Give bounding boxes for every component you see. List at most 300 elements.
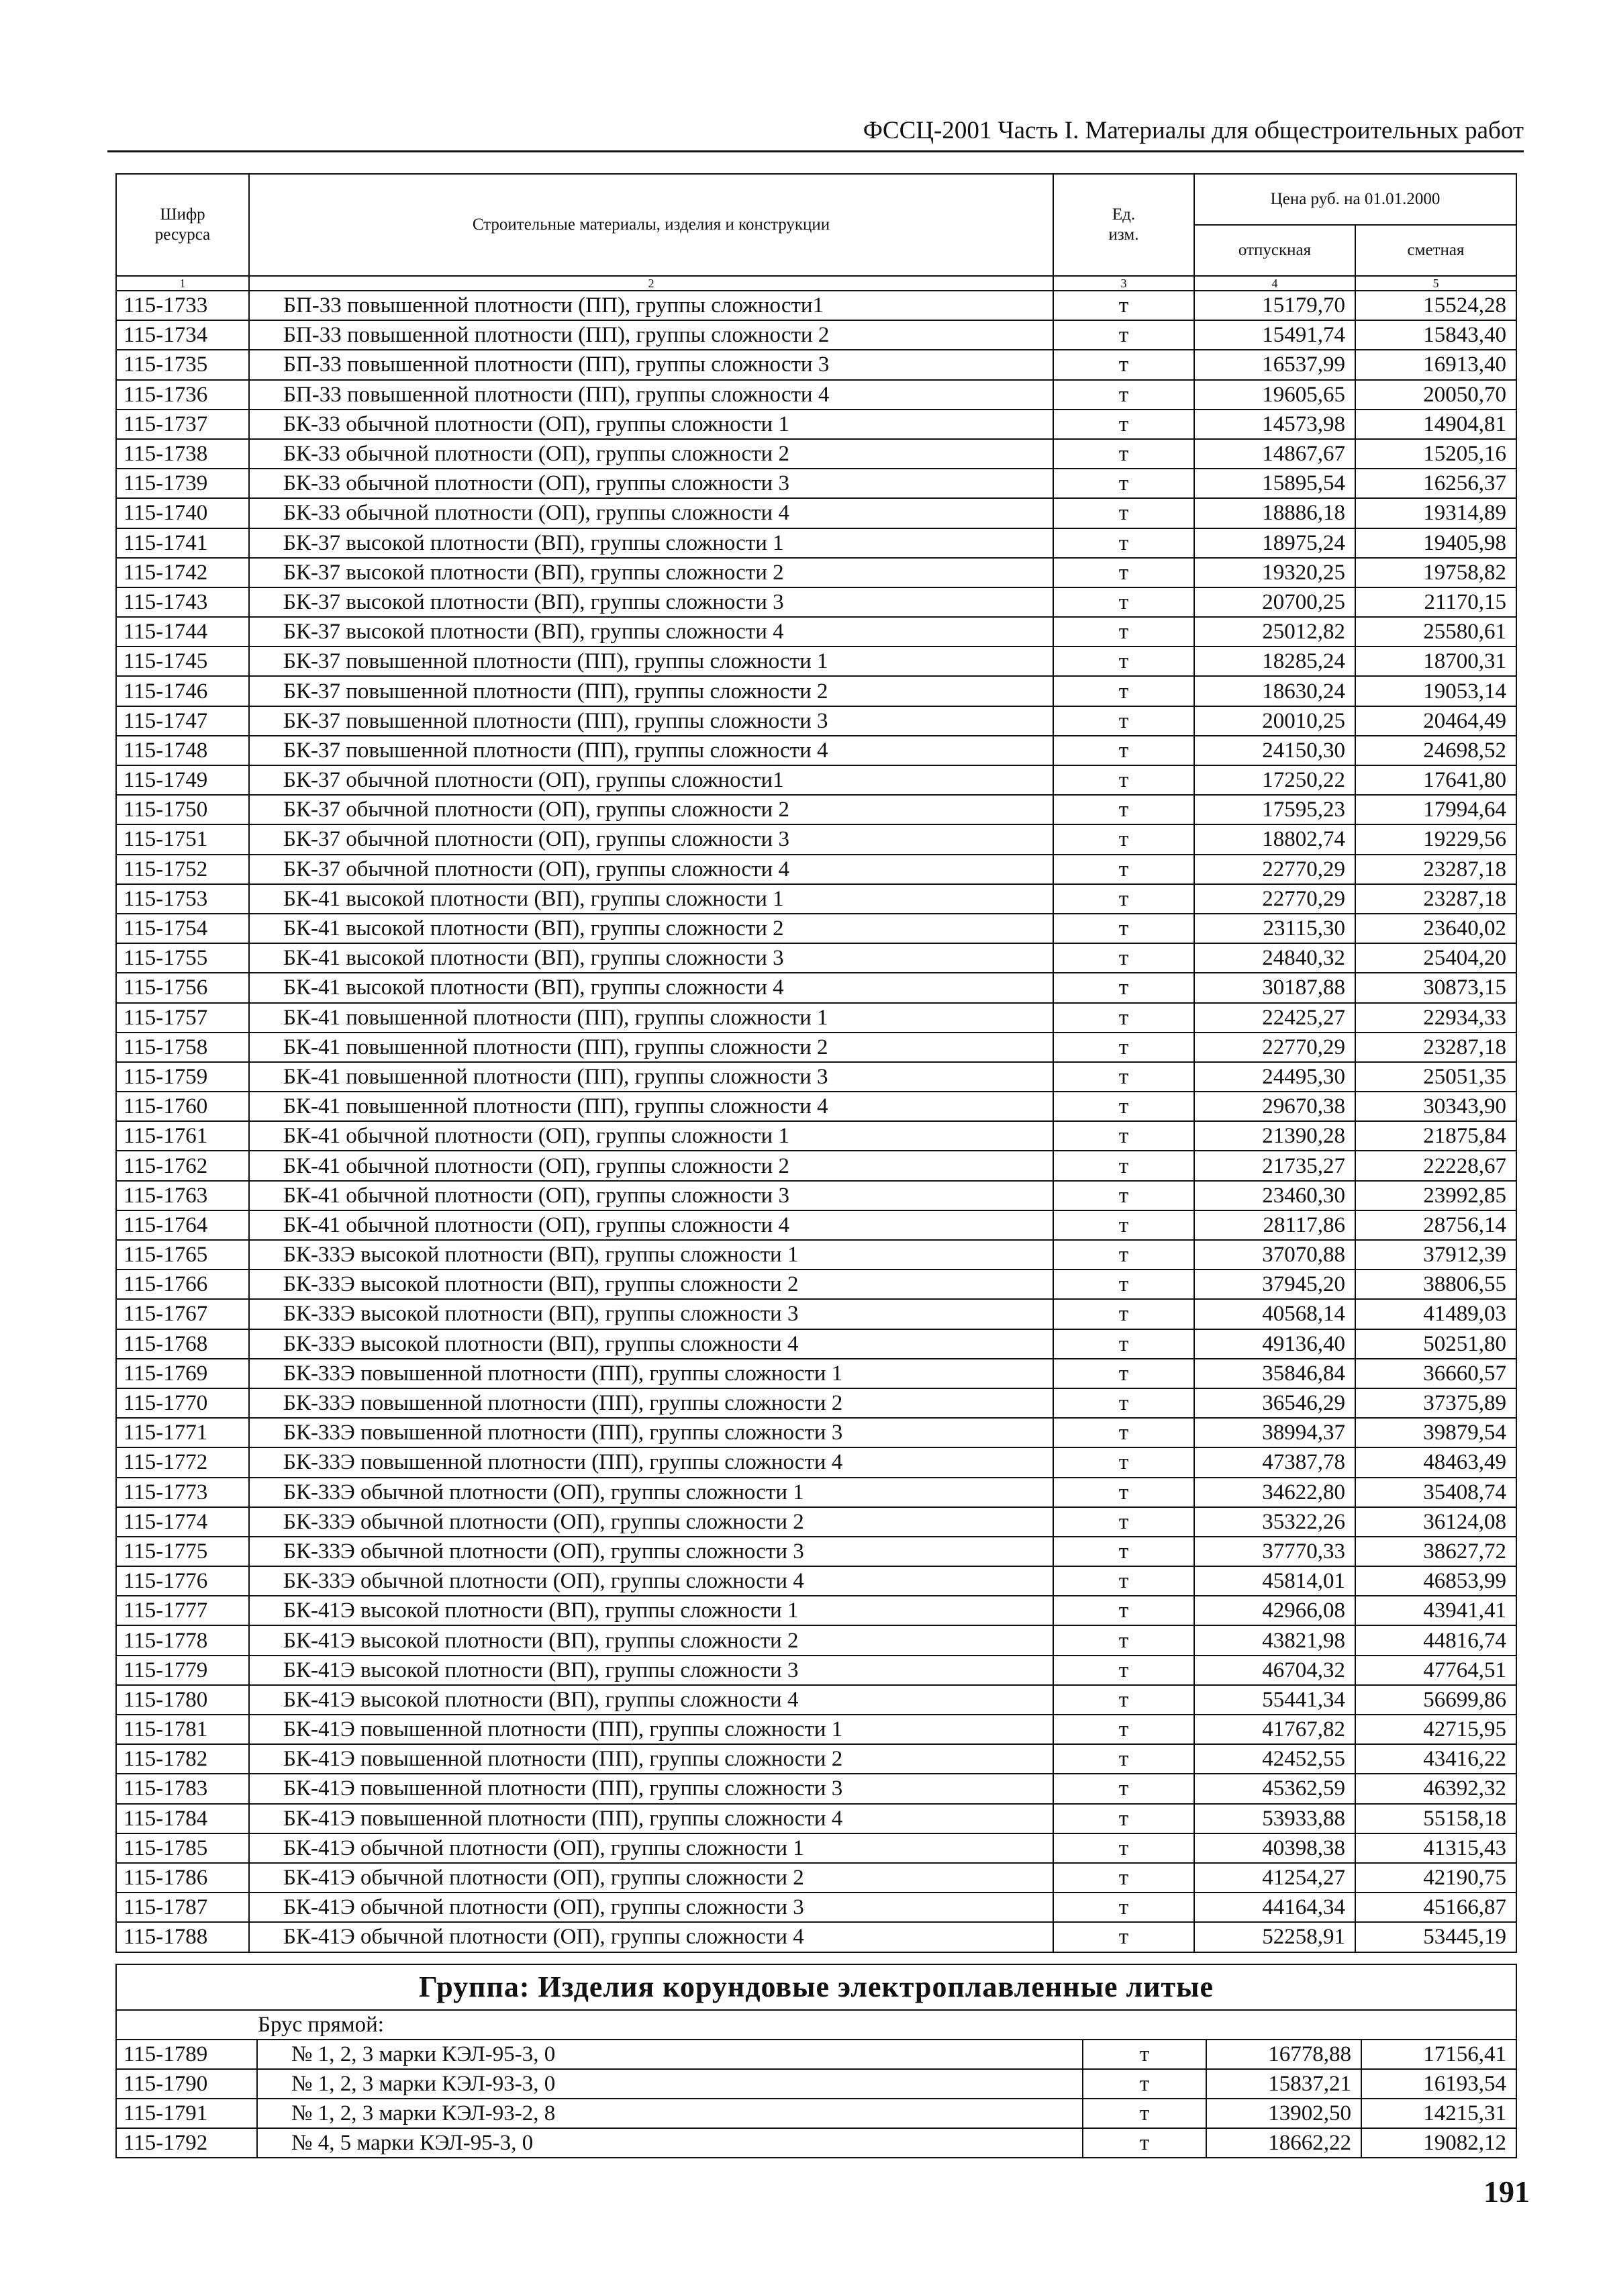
cell-unit: т [1053, 1121, 1194, 1151]
col-header-unit: Ед. изм. [1053, 174, 1194, 276]
cell-estimate: 19082,12 [1361, 2128, 1516, 2158]
cell-name: БК-41Э повышенной плотности (ПП), группы сложности 3 [249, 1774, 1053, 1803]
cell-name: БК-33Э повышенной плотности (ПП), группы сложности 1 [249, 1359, 1053, 1388]
cell-release: 22770,29 [1194, 855, 1355, 884]
cell-unit: т [1053, 1863, 1194, 1893]
cell-name: БК-41 обычной плотности (ОП), группы сложности 3 [249, 1181, 1053, 1210]
cell-release: 46704,32 [1194, 1656, 1355, 1685]
cell-code: 115-1786 [116, 1863, 249, 1893]
cell-name: БК-33 обычной плотности (ОП), группы сложности 2 [249, 439, 1053, 469]
cell-estimate: 15843,40 [1355, 320, 1516, 350]
cell-unit: т [1053, 558, 1194, 587]
table-row [116, 1833, 1516, 1863]
cell-estimate: 19758,82 [1355, 558, 1516, 587]
cell-estimate: 41315,43 [1355, 1833, 1516, 1863]
table-row [116, 2069, 1516, 2099]
cell-unit: т [1053, 1596, 1194, 1625]
table-row [116, 884, 1516, 914]
cell-release: 25012,82 [1194, 617, 1355, 647]
cell-release: 18285,24 [1194, 647, 1355, 676]
cell-code: 115-1769 [116, 1359, 249, 1388]
cell-estimate: 28756,14 [1355, 1210, 1516, 1240]
cell-release: 52258,91 [1194, 1922, 1355, 1952]
cell-name: БК-41Э повышенной плотности (ПП), группы сложности 2 [249, 1744, 1053, 1774]
col-number: 5 [1355, 276, 1516, 291]
cell-estimate: 47764,51 [1355, 1656, 1516, 1685]
cell-name: БК-33Э высокой плотности (ВП), группы сложности 2 [249, 1270, 1053, 1299]
cell-release: 44164,34 [1194, 1893, 1355, 1922]
cell-release: 37945,20 [1194, 1270, 1355, 1299]
cell-estimate: 42715,95 [1355, 1715, 1516, 1744]
cell-code: 115-1746 [116, 676, 249, 706]
cell-estimate: 25051,35 [1355, 1062, 1516, 1092]
group-table [115, 1964, 1517, 2158]
cell-estimate: 14215,31 [1361, 2099, 1516, 2128]
cell-name: БК-33 обычной плотности (ОП), группы сложности 4 [249, 498, 1053, 528]
cell-release: 43821,98 [1194, 1625, 1355, 1655]
cell-estimate: 30343,90 [1355, 1092, 1516, 1121]
table-row [116, 1804, 1516, 1833]
table-row [116, 1893, 1516, 1922]
table-row [116, 1151, 1516, 1180]
cell-estimate: 19405,98 [1355, 528, 1516, 558]
cell-unit: т [1053, 1774, 1194, 1803]
cell-name: БП-33 повышенной плотности (ПП), группы сложности 4 [249, 380, 1053, 410]
cell-release: 37070,88 [1194, 1240, 1355, 1270]
group-table-body [116, 1964, 1516, 2158]
cell-name: БК-33Э повышенной плотности (ПП), группы сложности 3 [249, 1418, 1053, 1447]
cell-unit: т [1053, 1418, 1194, 1447]
cell-estimate: 19053,14 [1355, 676, 1516, 706]
cell-name: БК-41 высокой плотности (ВП), группы сложности 4 [249, 973, 1053, 1002]
cell-name: БК-33Э повышенной плотности (ПП), группы сложности 2 [249, 1388, 1053, 1418]
cell-release: 55441,34 [1194, 1685, 1355, 1715]
cell-code: 115-1757 [116, 1003, 249, 1033]
cell-name: БК-41 высокой плотности (ВП), группы сложности 2 [249, 914, 1053, 943]
cell-release: 28117,86 [1194, 1210, 1355, 1240]
table-row [116, 1774, 1516, 1803]
cell-unit: т [1053, 1625, 1194, 1655]
cell-unit: т [1053, 1566, 1194, 1596]
cell-code: 115-1748 [116, 736, 249, 765]
cell-code: 115-1774 [116, 1507, 249, 1537]
cell-release: 41767,82 [1194, 1715, 1355, 1744]
cell-name: БК-37 повышенной плотности (ПП), группы сложности 4 [249, 736, 1053, 765]
cell-code: 115-1770 [116, 1388, 249, 1418]
page-header [107, 114, 1524, 152]
cell-release: 30187,88 [1194, 973, 1355, 1002]
cell-name: БК-33 обычной плотности (ОП), группы сложности 3 [249, 469, 1053, 498]
cell-unit: т [1053, 855, 1194, 884]
cell-release: 45362,59 [1194, 1774, 1355, 1803]
cell-release: 36546,29 [1194, 1388, 1355, 1418]
table-row [116, 1922, 1516, 1952]
cell-code: 115-1771 [116, 1418, 249, 1447]
table-row [116, 528, 1516, 558]
table-row [116, 1359, 1516, 1388]
cell-code: 115-1762 [116, 1151, 249, 1180]
cell-release: 22425,27 [1194, 1003, 1355, 1033]
cell-code: 115-1745 [116, 647, 249, 676]
cell-unit: т [1053, 973, 1194, 1002]
cell-estimate: 23992,85 [1355, 1181, 1516, 1210]
cell-code: 115-1744 [116, 617, 249, 647]
cell-unit: т [1053, 824, 1194, 854]
table-row [116, 1537, 1516, 1566]
cell-release: 22770,29 [1194, 1033, 1355, 1062]
cell-code: 115-1766 [116, 1270, 249, 1299]
cell-name: БК-41 повышенной плотности (ПП), группы сложности 1 [249, 1003, 1053, 1033]
table-row [116, 439, 1516, 469]
cell-code: 115-1775 [116, 1537, 249, 1566]
cell-name: БК-41 обычной плотности (ОП), группы сложности 4 [249, 1210, 1053, 1240]
cell-estimate: 48463,49 [1355, 1447, 1516, 1477]
table-row [116, 765, 1516, 795]
cell-estimate: 50251,80 [1355, 1329, 1516, 1359]
cell-unit: т [1053, 1092, 1194, 1121]
cell-unit: т [1053, 528, 1194, 558]
cell-unit: т [1053, 1833, 1194, 1863]
table-row [116, 1447, 1516, 1477]
cell-code: 115-1765 [116, 1240, 249, 1270]
cell-unit: т [1053, 736, 1194, 765]
table-row [116, 914, 1516, 943]
cell-code: 115-1764 [116, 1210, 249, 1240]
page-number: 191 [1483, 2174, 1530, 2209]
cell-name: БК-37 высокой плотности (ВП), группы сложности 2 [249, 558, 1053, 587]
cell-estimate: 41489,03 [1355, 1299, 1516, 1329]
cell-unit: т [1053, 765, 1194, 795]
cell-unit: т [1053, 587, 1194, 617]
cell-unit: т [1083, 2040, 1206, 2069]
cell-name: БК-41Э обычной плотности (ОП), группы сложности 1 [249, 1833, 1053, 1863]
cell-release: 15837,21 [1206, 2069, 1361, 2099]
cell-release: 15491,74 [1194, 320, 1355, 350]
table-row [116, 1240, 1516, 1270]
cell-unit: т [1053, 1656, 1194, 1685]
cell-name: БК-33Э обычной плотности (ОП), группы сложности 1 [249, 1478, 1053, 1507]
cell-name: БК-37 обычной плотности (ОП), группы сложности 3 [249, 824, 1053, 854]
cell-unit: т [1053, 1240, 1194, 1270]
cell-estimate: 37912,39 [1355, 1240, 1516, 1270]
cell-release: 14867,67 [1194, 439, 1355, 469]
group-title-row [116, 1964, 1516, 2010]
cell-estimate: 21170,15 [1355, 587, 1516, 617]
cell-name: БК-37 высокой плотности (ВП), группы сложности 3 [249, 587, 1053, 617]
cell-name: БК-37 повышенной плотности (ПП), группы сложности 2 [249, 676, 1053, 706]
cell-code: 115-1761 [116, 1121, 249, 1151]
cell-code: 115-1747 [116, 706, 249, 736]
cell-code: 115-1733 [116, 291, 249, 320]
subgroup-label: Брус прямой: [116, 2010, 1516, 2040]
cell-name: БК-33Э высокой плотности (ВП), группы сложности 1 [249, 1240, 1053, 1270]
cell-release: 19320,25 [1194, 558, 1355, 587]
cell-estimate: 44816,74 [1355, 1625, 1516, 1655]
cell-code: 115-1735 [116, 350, 249, 379]
cell-name: БК-37 высокой плотности (ВП), группы сложности 4 [249, 617, 1053, 647]
cell-name: БК-41Э высокой плотности (ВП), группы сложности 1 [249, 1596, 1053, 1625]
cell-estimate: 17156,41 [1361, 2040, 1516, 2069]
cell-estimate: 15524,28 [1355, 291, 1516, 320]
cell-release: 53933,88 [1194, 1804, 1355, 1833]
cell-code: 115-1768 [116, 1329, 249, 1359]
cell-code: 115-1767 [116, 1299, 249, 1329]
cell-name: БК-41Э высокой плотности (ВП), группы сложности 4 [249, 1685, 1053, 1715]
col-header-price-group: Цена руб. на 01.01.2000 [1194, 174, 1516, 225]
cell-code: 115-1736 [116, 380, 249, 410]
cell-name: БК-41Э повышенной плотности (ПП), группы сложности 4 [249, 1804, 1053, 1833]
cell-estimate: 43941,41 [1355, 1596, 1516, 1625]
cell-name: БК-33Э обычной плотности (ОП), группы сложности 3 [249, 1537, 1053, 1566]
cell-name: БК-41 высокой плотности (ВП), группы сложности 3 [249, 943, 1053, 973]
cell-unit: т [1083, 2069, 1206, 2099]
cell-estimate: 16913,40 [1355, 350, 1516, 379]
cell-unit: т [1053, 1507, 1194, 1537]
cell-release: 18662,22 [1206, 2128, 1361, 2158]
cell-name: БК-33Э обычной плотности (ОП), группы сложности 4 [249, 1566, 1053, 1596]
cell-code: 115-1741 [116, 528, 249, 558]
cell-code: 115-1755 [116, 943, 249, 973]
cell-code: 115-1740 [116, 498, 249, 528]
table-row [116, 469, 1516, 498]
col-header-name: Строительные материалы, изделия и конструкции [249, 174, 1053, 276]
cell-release: 40398,38 [1194, 1833, 1355, 1863]
cell-estimate: 38806,55 [1355, 1270, 1516, 1299]
cell-release: 16537,99 [1194, 350, 1355, 379]
cell-release: 42452,55 [1194, 1744, 1355, 1774]
cell-unit: т [1053, 380, 1194, 410]
cell-name: БК-37 высокой плотности (ВП), группы сложности 1 [249, 528, 1053, 558]
cell-name: БП-33 повышенной плотности (ПП), группы сложности1 [249, 291, 1053, 320]
cell-release: 18802,74 [1194, 824, 1355, 854]
table-row [116, 320, 1516, 350]
cell-code: 115-1777 [116, 1596, 249, 1625]
cell-code: 115-1787 [116, 1893, 249, 1922]
cell-code: 115-1788 [116, 1922, 249, 1952]
cell-unit: т [1053, 320, 1194, 350]
cell-code: 115-1751 [116, 824, 249, 854]
cell-release: 41254,27 [1194, 1863, 1355, 1893]
cell-code: 115-1743 [116, 587, 249, 617]
cell-unit: т [1053, 1210, 1194, 1240]
cell-name: БК-33Э обычной плотности (ОП), группы сложности 2 [249, 1507, 1053, 1537]
cell-unit: т [1053, 350, 1194, 379]
cell-code: 115-1785 [116, 1833, 249, 1863]
col-header-release: отпускная [1194, 225, 1355, 276]
cell-unit: т [1053, 1062, 1194, 1092]
cell-unit: т [1053, 1893, 1194, 1922]
cell-release: 17250,22 [1194, 765, 1355, 795]
cell-name: БК-33Э высокой плотности (ВП), группы сложности 3 [249, 1299, 1053, 1329]
cell-estimate: 22934,33 [1355, 1003, 1516, 1033]
cell-release: 24150,30 [1194, 736, 1355, 765]
cell-release: 22770,29 [1194, 884, 1355, 914]
cell-estimate: 22228,67 [1355, 1151, 1516, 1180]
cell-estimate: 35408,74 [1355, 1478, 1516, 1507]
table-row [116, 1329, 1516, 1359]
cell-code: 115-1776 [116, 1566, 249, 1596]
cell-estimate: 36124,08 [1355, 1507, 1516, 1537]
cell-estimate: 37375,89 [1355, 1388, 1516, 1418]
cell-release: 49136,40 [1194, 1329, 1355, 1359]
table-row [116, 410, 1516, 439]
table-row [116, 1507, 1516, 1537]
cell-code: 115-1779 [116, 1656, 249, 1685]
cell-name: БК-41 обычной плотности (ОП), группы сложности 2 [249, 1151, 1053, 1180]
cell-release: 21735,27 [1194, 1151, 1355, 1180]
cell-name: БП-33 повышенной плотности (ПП), группы сложности 2 [249, 320, 1053, 350]
table-row [116, 855, 1516, 884]
cell-estimate: 42190,75 [1355, 1863, 1516, 1893]
cell-name: БК-41 повышенной плотности (ПП), группы сложности 3 [249, 1062, 1053, 1092]
table-row [116, 1270, 1516, 1299]
cell-release: 38994,37 [1194, 1418, 1355, 1447]
cell-code: 115-1781 [116, 1715, 249, 1744]
cell-name: БК-37 повышенной плотности (ПП), группы сложности 1 [249, 647, 1053, 676]
cell-code: 115-1791 [116, 2099, 257, 2128]
cell-release: 20700,25 [1194, 587, 1355, 617]
table-row [116, 350, 1516, 379]
cell-unit: т [1053, 469, 1194, 498]
table-row [116, 1863, 1516, 1893]
cell-name: БК-33Э повышенной плотности (ПП), группы сложности 4 [249, 1447, 1053, 1477]
subgroup-row [116, 2010, 1516, 2040]
cell-code: 115-1752 [116, 855, 249, 884]
cell-unit: т [1053, 1270, 1194, 1299]
cell-name: БК-37 обычной плотности (ОП), группы сложности 2 [249, 795, 1053, 824]
cell-release: 15895,54 [1194, 469, 1355, 498]
cell-unit: т [1053, 647, 1194, 676]
table-row [116, 1210, 1516, 1240]
cell-estimate: 25404,20 [1355, 943, 1516, 973]
cell-code: 115-1784 [116, 1804, 249, 1833]
cell-release: 24495,30 [1194, 1062, 1355, 1092]
cell-unit: т [1053, 1478, 1194, 1507]
cell-release: 19605,65 [1194, 380, 1355, 410]
cell-estimate: 23287,18 [1355, 855, 1516, 884]
price-table [115, 173, 1517, 1953]
table-row [116, 1596, 1516, 1625]
cell-release: 16778,88 [1206, 2040, 1361, 2069]
cell-release: 45814,01 [1194, 1566, 1355, 1596]
table-row [116, 1715, 1516, 1744]
col-number: 4 [1194, 276, 1355, 291]
cell-release: 14573,98 [1194, 410, 1355, 439]
cell-name: № 1, 2, 3 марки КЭЛ-93-3, 0 [257, 2069, 1083, 2099]
cell-code: 115-1739 [116, 469, 249, 498]
cell-code: 115-1773 [116, 1478, 249, 1507]
cell-unit: т [1053, 1715, 1194, 1744]
cell-estimate: 23287,18 [1355, 884, 1516, 914]
cell-release: 18630,24 [1194, 676, 1355, 706]
table-row [116, 2128, 1516, 2158]
cell-name: БК-33Э высокой плотности (ВП), группы сложности 4 [249, 1329, 1053, 1359]
price-table-header [116, 174, 1516, 291]
cell-code: 115-1738 [116, 439, 249, 469]
col-header-code: Шифр ресурса [116, 174, 249, 276]
cell-name: № 1, 2, 3 марки КЭЛ-95-3, 0 [257, 2040, 1083, 2069]
col-number: 1 [116, 276, 249, 291]
table-row [116, 1625, 1516, 1655]
cell-unit: т [1053, 1388, 1194, 1418]
table-row [116, 676, 1516, 706]
cell-unit: т [1053, 795, 1194, 824]
table-row [116, 1388, 1516, 1418]
cell-name: БК-41Э обычной плотности (ОП), группы сложности 2 [249, 1863, 1053, 1893]
cell-release: 17595,23 [1194, 795, 1355, 824]
cell-code: 115-1760 [116, 1092, 249, 1121]
cell-code: 115-1754 [116, 914, 249, 943]
page-header-title: ФССЦ-2001 Часть I. Материалы для общестроительных работ [863, 117, 1524, 144]
table-row [116, 1121, 1516, 1151]
table-row [116, 291, 1516, 320]
cell-release: 21390,28 [1194, 1121, 1355, 1151]
table-row [116, 1744, 1516, 1774]
cell-estimate: 20464,49 [1355, 706, 1516, 736]
table-row [116, 973, 1516, 1002]
cell-unit: т [1083, 2099, 1206, 2128]
cell-release: 29670,38 [1194, 1092, 1355, 1121]
cell-unit: т [1053, 706, 1194, 736]
cell-unit: т [1053, 1181, 1194, 1210]
cell-name: БК-41Э обычной плотности (ОП), группы сложности 3 [249, 1893, 1053, 1922]
table-row [116, 2040, 1516, 2069]
cell-estimate: 24698,52 [1355, 736, 1516, 765]
group-title: Группа: Изделия корундовые электроплавленные литые [116, 1964, 1516, 2010]
cell-estimate: 36660,57 [1355, 1359, 1516, 1388]
cell-unit: т [1053, 410, 1194, 439]
cell-unit: т [1053, 884, 1194, 914]
cell-unit: т [1053, 1151, 1194, 1180]
cell-code: 115-1780 [116, 1685, 249, 1715]
cell-code: 115-1778 [116, 1625, 249, 1655]
cell-release: 18975,24 [1194, 528, 1355, 558]
cell-estimate: 17641,80 [1355, 765, 1516, 795]
table-row [116, 1003, 1516, 1033]
table-row [116, 617, 1516, 647]
cell-code: 115-1772 [116, 1447, 249, 1477]
cell-name: № 1, 2, 3 марки КЭЛ-93-2, 8 [257, 2099, 1083, 2128]
table-row [116, 647, 1516, 676]
table-row [116, 1092, 1516, 1121]
cell-code: 115-1790 [116, 2069, 257, 2099]
cell-estimate: 53445,19 [1355, 1922, 1516, 1952]
cell-unit: т [1053, 676, 1194, 706]
cell-unit: т [1053, 1329, 1194, 1359]
cell-release: 18886,18 [1194, 498, 1355, 528]
table-row [116, 558, 1516, 587]
cell-code: 115-1734 [116, 320, 249, 350]
table-row [116, 1062, 1516, 1092]
table-row [116, 943, 1516, 973]
table-row [116, 1181, 1516, 1210]
cell-release: 42966,08 [1194, 1596, 1355, 1625]
cell-name: БК-37 повышенной плотности (ПП), группы сложности 3 [249, 706, 1053, 736]
cell-unit: т [1053, 1685, 1194, 1715]
cell-code: 115-1737 [116, 410, 249, 439]
cell-unit: т [1053, 1299, 1194, 1329]
cell-estimate: 18700,31 [1355, 647, 1516, 676]
cell-unit: т [1053, 1804, 1194, 1833]
cell-release: 24840,32 [1194, 943, 1355, 973]
cell-name: БК-41Э повышенной плотности (ПП), группы сложности 1 [249, 1715, 1053, 1744]
table-row [116, 795, 1516, 824]
cell-release: 35846,84 [1194, 1359, 1355, 1388]
cell-release: 23460,30 [1194, 1181, 1355, 1210]
col-number: 3 [1053, 276, 1194, 291]
cell-estimate: 19229,56 [1355, 824, 1516, 854]
col-header-estimate: сметная [1355, 225, 1516, 276]
